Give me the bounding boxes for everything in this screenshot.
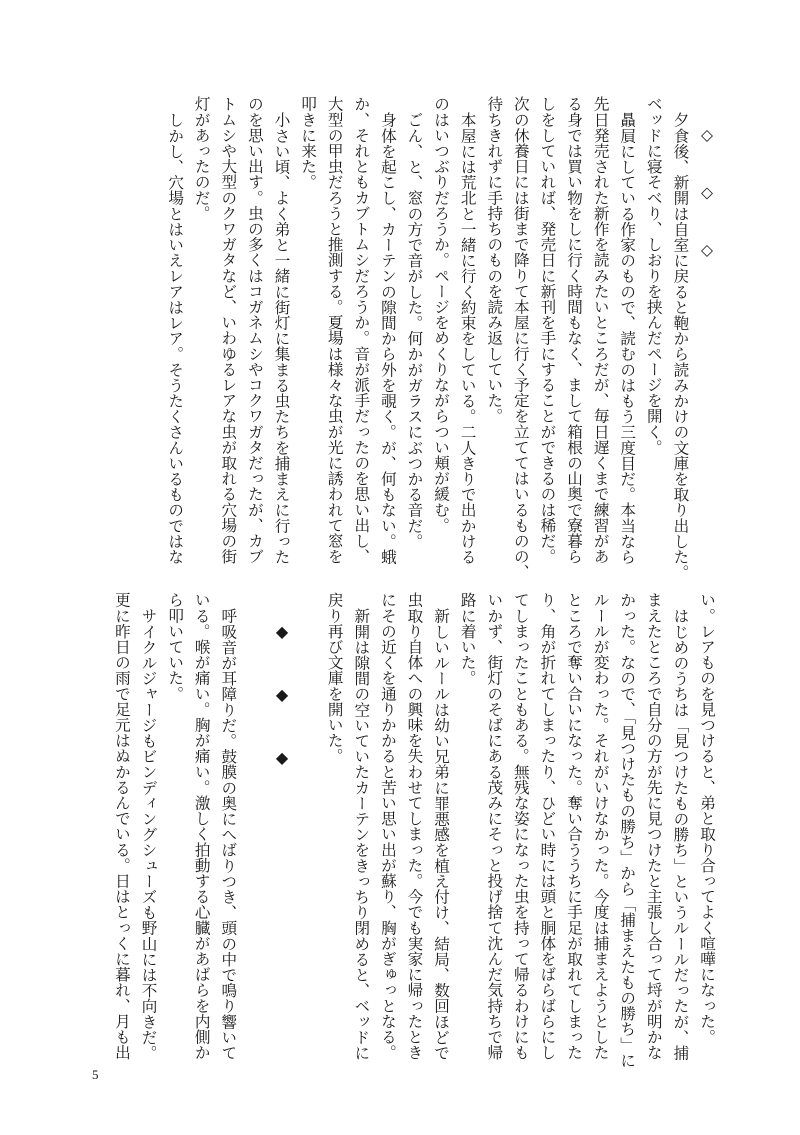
text-line: 身体を起こし、カーテンの隙間から外を覗く。が、何もない。蛾: [378, 111, 397, 564]
text-line: 灯があったのだ。: [192, 96, 211, 221]
text-line: 贔屓にしている作家のもので、読むのはもう三度目だ。本当なら: [618, 111, 637, 564]
text-line: トムシや大型のクワガタなど、いわゆるレアな虫が取れる穴場の街: [219, 96, 238, 564]
blank-line: [241, 592, 268, 1052]
text-line: 大型の甲虫だろうと推測する。夏場は様々な虫が光に誘われて窓を: [325, 96, 344, 564]
text-line: る身では買い物をしに行く時間もなく、まして箱根の山奥で寮暮ら: [565, 96, 584, 564]
text-line: 新しいルールは幼い兄弟に罪悪感を植え付け、結局、数回ほどで: [432, 607, 451, 1060]
text-line: かった。なので、「見つけたもの勝ち」から「捕まえたもの勝ち」に: [618, 592, 637, 1068]
text-line: り、角が折れてしまったり、ひどい時には頭と胴体をばらばらにし: [538, 592, 557, 1060]
lower-text-block: [80, 592, 720, 1068]
text-line: 更に昨日の雨で足元はぬかるんでいる。日はとっくに暮れ、月も出: [112, 592, 131, 1060]
text-line: 戻り再び文庫を開いた。: [325, 592, 344, 764]
text-line: ごん、と、窓の方で音がした。何かがガラスにぶつかる音だ。: [405, 111, 424, 549]
section-separator: ◇ ◇ ◇: [698, 126, 716, 272]
text-line: にその近くを通りかかると苦い思い出が蘇り、胸がぎゅっとなる。: [378, 592, 397, 1060]
text-line: のを思い出す。虫の多くはコガネムシやコクワガタだったが、カブ: [245, 96, 264, 564]
upper-text-block: [80, 96, 720, 580]
text-line: か、それともカブトムシだろうか。音が派手だったのを思い出し、: [352, 96, 371, 564]
text-line: 新開は隙間の空いていたカーテンをきっちり閉めると、ベッドに: [352, 607, 371, 1060]
text-line: ところで奪い合いになった。奪い合ううちに手足が取れてしまった: [565, 592, 584, 1060]
text-line: 叩きに来た。: [299, 96, 318, 190]
text-line: てしまったこともある。無残な姿になった虫を持って帰るわけにも: [511, 592, 530, 1060]
text-line: いかず、街灯のそばにある茂みにそっと投げ捨て沈んだ気持ちで帰: [485, 592, 504, 1060]
text-line: はじめのうちは「見つけたもの勝ち」というルールだったが、捕: [671, 607, 690, 1060]
text-line: 路に着いた。: [458, 592, 477, 686]
page-number: 5: [92, 1067, 99, 1082]
text-line: 次の休養日には街まで降りて本屋に行く予定を立ててはいるものの、: [511, 96, 530, 580]
text-line: いる。喉が痛い。胸が痛い。激しく拍動する心臓があばらを内側か: [192, 592, 211, 1060]
text-line: ら叩いていた。: [166, 592, 185, 702]
text-line: 本屋には荒北と一緒に行く約束をしている。二人きりで出かける: [458, 111, 477, 564]
text-line: 虫取り自体への興味を失わせてしまった。今でも実家に帰ったとき: [405, 592, 424, 1060]
text-line: サイクルジャージもビンディングシューズも野山には不向きだ。: [139, 607, 158, 1060]
text-line: い。レアものを見つけると、弟と取り合ってよく喧嘩になった。: [698, 592, 716, 1045]
text-line: 夕食後、新開は自室に戻ると鞄から読みかけの文庫を取り出した。: [671, 111, 690, 580]
text-line: まえたところで自分の方が先に見つけたと主張し合って埒が明かな: [644, 592, 663, 1060]
text-line: のはいつぶりだろうか。ページをめくりながらつい頬が緩む。: [432, 96, 451, 533]
text-line: 先日発売された新作を読みたいところだが、毎日遅くまで練習があ: [591, 96, 610, 564]
text-line: しかし、穴場とはいえレアはレア。そうたくさんいるものではな: [166, 111, 185, 564]
text-line: 小さい頃、よく弟と一緒に街灯に集まる虫たちを捕まえに行った: [272, 111, 291, 564]
text-line: ルールが変わった。それがいけなかった。今度は捕まえようとした: [591, 592, 610, 1060]
text-line: ベッドに寝そべり、しおりを挟んだページを開く。: [644, 96, 663, 455]
blank-line: [295, 592, 322, 1052]
section-separator: ◆ ◆ ◆: [272, 622, 292, 781]
text-line: 呼吸音が耳障りだ。鼓膜の奥にへばりつき、頭の中で鳴り響いて: [219, 607, 238, 1060]
text-line: しをしていれば、発売日に新刊を手にすることができるのは稀だ。: [538, 96, 557, 564]
text-line: 待ちきれずに手持ちのものを読み返していた。: [485, 96, 504, 424]
